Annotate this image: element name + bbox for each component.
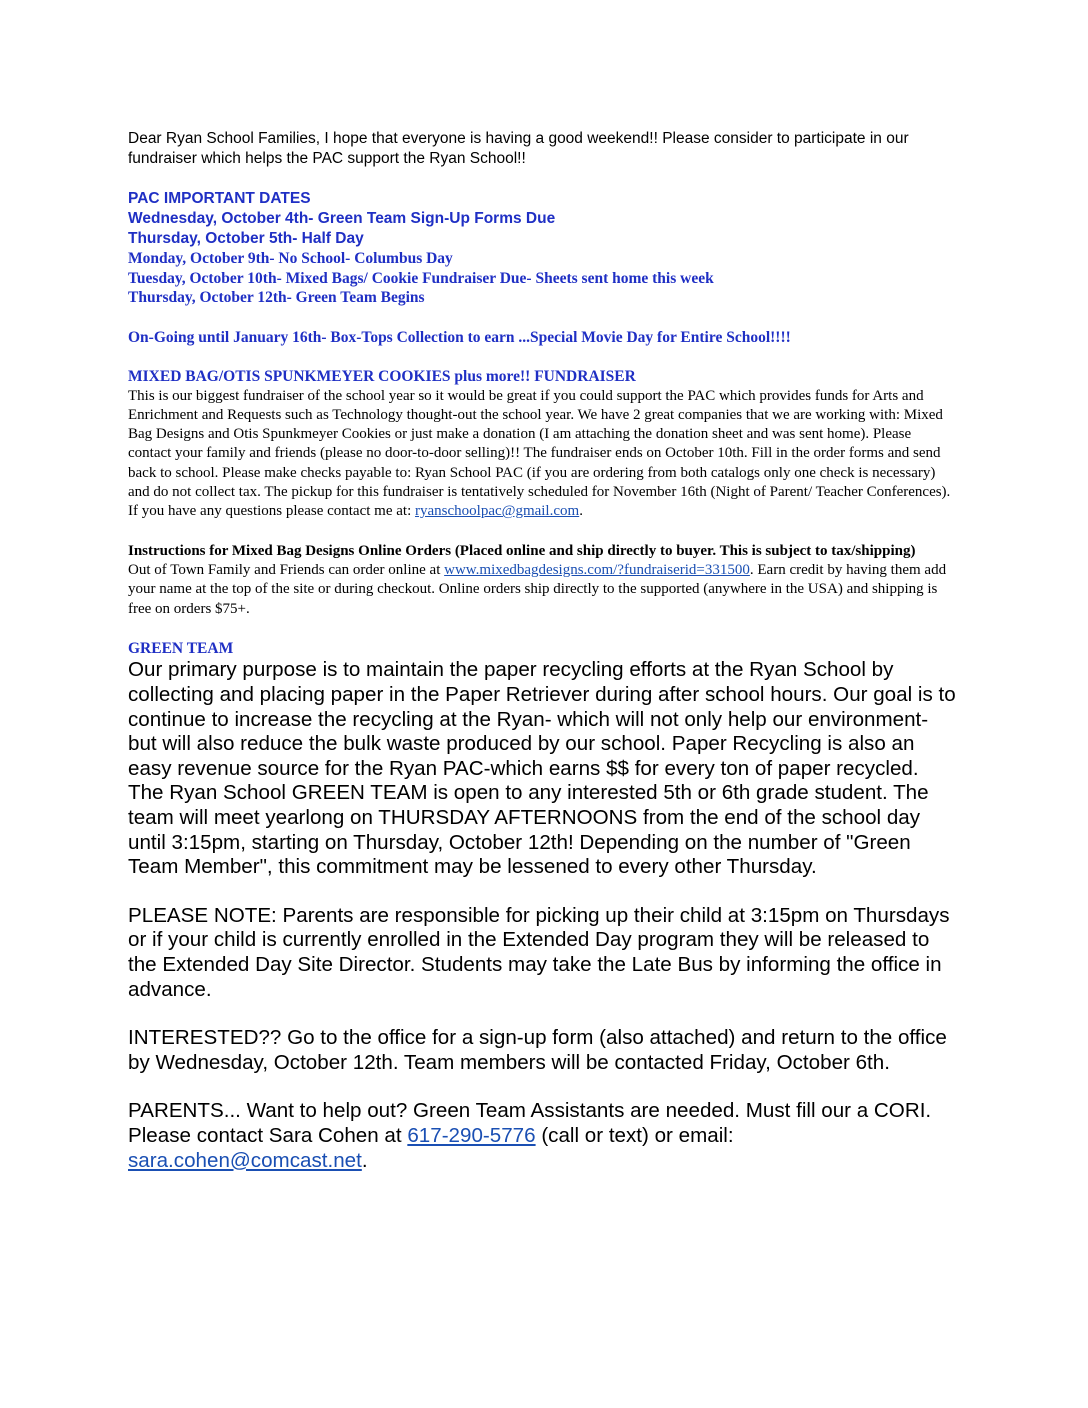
date-item: Tuesday, October 10th- Mixed Bags/ Cookie Fundraiser Due- Sheets sent home this week (128, 269, 714, 287)
parents-text-end: . (361, 1148, 368, 1172)
online-orders-heading: Instructions for Mixed Bag Designs Online Orders (Placed online and ship directly to buyer. This is subject to tax/shipping) (128, 542, 916, 559)
important-dates-heading: PAC IMPORTANT DATES (128, 190, 311, 207)
green-team-purpose: Our primary purpose is to maintain the paper recycling efforts at the Ryan School by collecting and placing paper in the Paper Retriever during after school hours. Our goal is to continue to increase the recycling at the Ryan- which will not only help our environment- but will also reduce the bulk waste produced by our school. Paper Recycling is also an easy revenue source for the Ryan PAC-which earns $$ for every ton of paper recycled. The Ryan School GREEN TEAM is open to any interested 5th or 6th grade student. The team will meet yearlong on THURSDAY AFTERNOONS from the end of the school day until 3:15pm, starting on Thursday, October 12th! Depending on the number of "Green Team Member", this commitment may be lessened to every other Thursday. (128, 658, 956, 879)
pac-email-link[interactable]: ryanschoolpac@gmail.com (415, 503, 580, 520)
online-orders-body (128, 561, 958, 619)
parents-text-middle: (call or text) or email: (535, 1123, 734, 1147)
fundraiser-body (128, 387, 958, 522)
green-team-parents (128, 1099, 958, 1173)
green-team-interested: INTERESTED?? Go to the office for a sign-up form (also attached) and return to the office by Wednesday, October 12th. Team members will be contacted Friday, October 6th. (128, 1026, 947, 1074)
date-item: Thursday, October 5th- Half Day (128, 230, 364, 247)
green-team-section (128, 639, 958, 1173)
intro-paragraph: Dear Ryan School Families, I hope that everyone is having a good weekend!! Please consider to participate in our fundraiser which helps the PAC support the Ryan School!! (128, 130, 909, 167)
date-item: Monday, October 9th- No School- Columbus Day (128, 250, 453, 267)
green-team-heading: GREEN TEAM (128, 639, 234, 657)
mixed-bag-link[interactable]: www.mixedbagdesigns.com/?fundraiserid=331500 (444, 562, 750, 579)
phone-link[interactable]: 617-290-5776 (407, 1123, 536, 1147)
green-team-note: PLEASE NOTE: Parents are responsible for picking up their child at 3:15pm on Thursdays or if your child is currently enrolled in the Extended Day program they will be released to the Extended Day Site Director. Students may take the Late Bus by informing the office in advance. (128, 903, 950, 1001)
date-item: Thursday, October 12th- Green Team Begins (128, 289, 425, 306)
parents-text: PARENTS... Want to help out? Green Team Assistants are needed. Must fill our a CORI. Please contact Sara Cohen at (128, 1099, 932, 1147)
date-item: Wednesday, October 4th- Green Team Sign-Up Forms Due (128, 210, 556, 227)
document-page (128, 129, 958, 1173)
fundraiser-end: . (579, 503, 583, 520)
important-dates-section (128, 189, 958, 347)
ongoing-date-item: On-Going until January 16th- Box-Tops Collection to earn ...Special Movie Day for Entire School!!!! (128, 328, 791, 346)
fundraiser-heading: MIXED BAG/OTIS SPUNKMEYER COOKIES plus more!! FUNDRAISER (128, 368, 636, 385)
online-text: Out of Town Family and Friends can order online at (128, 562, 445, 579)
online-text-end: . Earn credit by having them add your name at the top of the site or during checkout. Online orders ship directly to the supported (anywhere in the USA) and shipping is free on orders $75+. (128, 562, 947, 617)
contact-email-link[interactable]: sara.cohen@comcast.net (128, 1148, 362, 1172)
fundraiser-text: This is our biggest fundraiser of the school year so it would be great if you could support the PAC which provides funds for Arts and Enrichment and Requests such as Technology thought-out the school year. We have 2 great companies that we are working with: Mixed Bag Designs and Otis Spunkmeyer Cookies or just make a donation (I am attaching the donation sheet and was sent home). Please contact your family and friends (please no door-to-door selling)!! The fundraiser ends on October 10th. Fill in the order forms and send back to school. Please make checks payable to: Ryan School PAC (if you are ordering from both catalogs only one check is necessary) and do not collect tax. The pickup for this fundraiser is tentatively scheduled for November 16th (Night of Parent/ Teacher Conferences). If you have any questions please contact me at: (128, 387, 951, 520)
online-orders-section (128, 542, 958, 619)
fundraiser-section (128, 367, 958, 522)
